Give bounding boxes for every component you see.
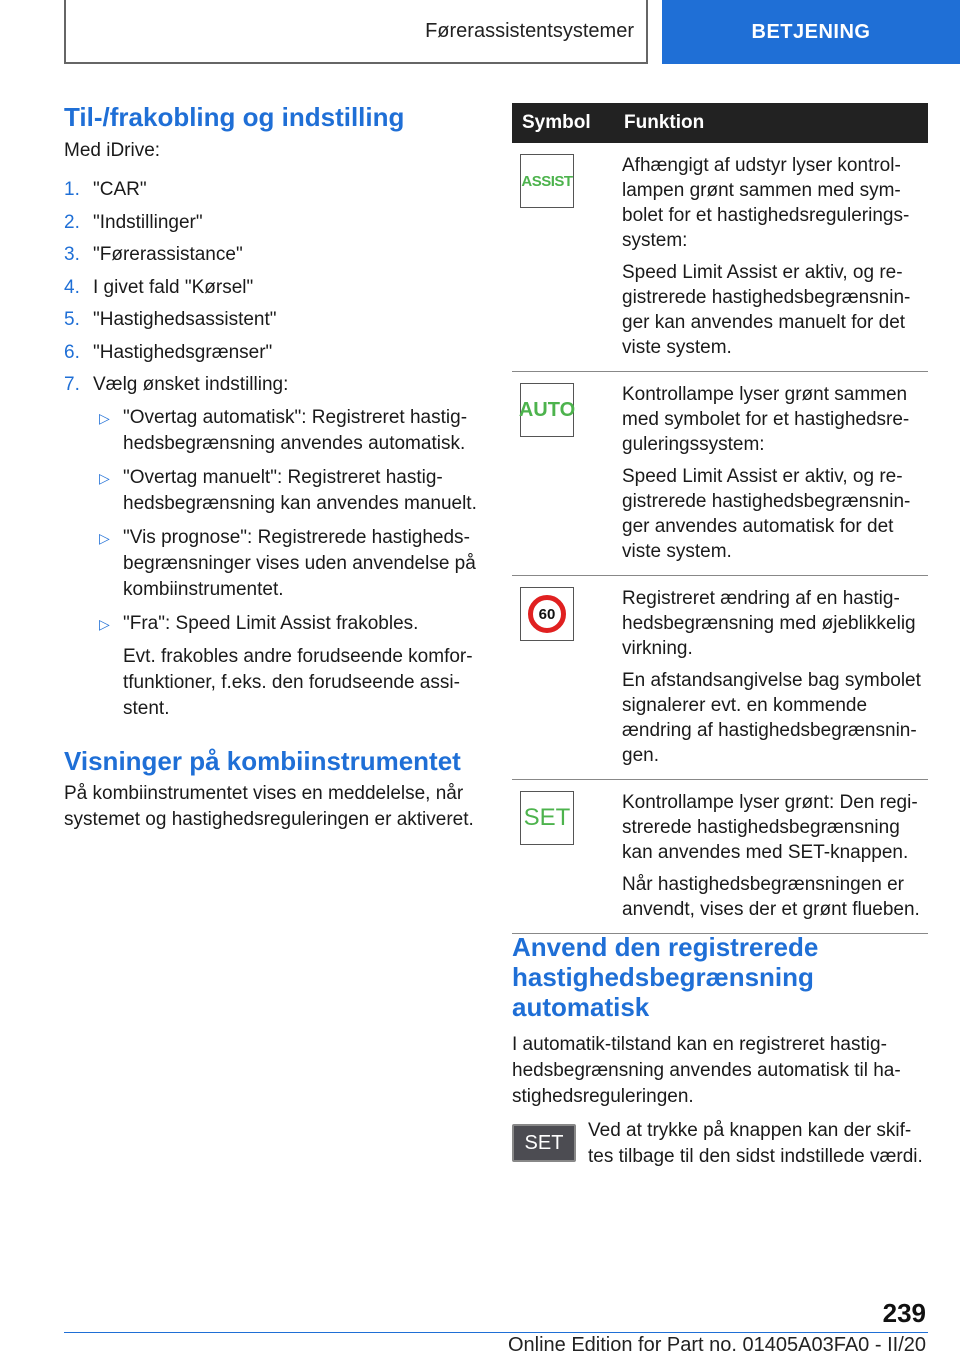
list-item <box>93 465 478 517</box>
option-note: Evt. frakobles andre forudseende komfortfunktioner, f.eks. den forudseende assistent. <box>123 645 473 719</box>
left-column <box>64 100 478 833</box>
heading-toggle-settings: Til-/frakobling og indstilling <box>64 102 405 132</box>
assist-icon <box>520 154 574 208</box>
section-title: Førerassistentsystemer <box>64 0 648 64</box>
option-text: "Vis prognose": Registrerede hastighedsbegrænsninger vises uden anvendelse på kombiinstrumentet. <box>123 526 476 600</box>
option-text: "Overtag manuelt": Registreret hastighedsbegrænsning kan anvendes manuelt. <box>123 466 477 514</box>
table-row <box>512 780 928 934</box>
step-text: "CAR" <box>93 179 147 200</box>
triangle-bullet-icon: ▷ <box>99 409 110 426</box>
steps-list <box>64 177 478 398</box>
step-number: 2. <box>64 211 80 233</box>
heading-auto-apply: Anvend den registrerede hastighedsbegrænsning automatisk <box>512 932 819 1022</box>
list-item <box>93 611 478 722</box>
option-text: "Fra": Speed Limit Assist frakobles. <box>123 612 419 634</box>
row-text: Speed Limit Assist er aktiv, og registrerede hastighedsbegrænsninger anvendes automatisk for det viste system. <box>622 466 911 562</box>
step-text: Vælg ønsket indstilling: <box>93 374 289 395</box>
step-number: 4. <box>64 276 80 298</box>
set-icon <box>520 791 574 845</box>
set-button-icon <box>512 1124 576 1162</box>
footer-divider <box>64 1332 928 1333</box>
symbol-table <box>512 103 928 934</box>
list-item <box>93 405 478 457</box>
triangle-bullet-icon: ▷ <box>99 469 110 486</box>
auto-icon <box>520 383 574 437</box>
intro-text: Med iDrive: <box>64 140 161 161</box>
option-text: "Overtag automatisk": Registreret hastighedsbegrænsning anvendes automatisk. <box>123 406 468 454</box>
step-text: "Hastighedsassistent" <box>93 309 277 330</box>
table-row <box>512 576 928 780</box>
auto-icon-label: AUTO <box>518 398 576 421</box>
set-icon-label: SET <box>523 804 571 831</box>
step-text: "Indstillinger" <box>93 211 203 233</box>
column-header-symbol: Symbol <box>522 112 591 133</box>
set-button-label: SET <box>524 1131 564 1154</box>
heading-displays: Visninger på kombiinstrumentet <box>64 745 461 776</box>
step-number: 1. <box>64 179 80 200</box>
triangle-bullet-icon: ▷ <box>99 615 110 632</box>
assist-icon-label: ASSIST <box>521 172 573 190</box>
list-item <box>93 525 478 603</box>
row-text: Afhængigt af udstyr lyser kontrollampen grønt sammen med symbolet for et hastighedsreguleringssystem: <box>622 155 910 251</box>
auto-apply-text: I automatik-tilstand kan en registreret hastighedsbegrænsning anvendes automatisk til hastighedsreguleringen. <box>512 1034 901 1107</box>
option-list <box>93 405 478 722</box>
column-header-function: Funktion <box>624 112 705 133</box>
set-button-text: Ved at trykke på knappen kan der skiftes tilbage til den sidst indstillede værdi. <box>588 1120 923 1167</box>
step-text: "Førerassistance" <box>93 244 243 265</box>
step-text: "Hastighedsgrænser" <box>93 341 273 363</box>
row-text: En afstandsangivelse bag symbolet signalerer evt. en kommende ændring af hastighedsbegrænsningen. <box>622 670 921 766</box>
table-row <box>512 372 928 576</box>
speed-limit-60-icon <box>520 587 574 641</box>
list-item <box>64 177 478 203</box>
list-item <box>64 340 478 366</box>
list-item <box>64 372 478 398</box>
step-number: 5. <box>64 309 80 330</box>
page-number: 239 <box>882 1298 926 1328</box>
step-text: I givet fald "Kørsel" <box>93 276 254 298</box>
list-item <box>64 307 478 333</box>
auto-apply-section <box>512 932 928 1170</box>
step-number: 7. <box>64 374 80 395</box>
step-number: 3. <box>64 244 80 265</box>
row-text: Registreret ændring af en hastighedsbegrænsning med øjeblikkelig virkning. <box>622 588 916 659</box>
row-text: Kontrollampe lyser grønt: Den registrerede hastighedsbegrænsning kan anvendes med SET-knappen. <box>622 792 918 863</box>
list-item <box>64 275 478 301</box>
chapter-tab[interactable]: BETJENING <box>662 0 960 64</box>
list-item <box>64 210 478 236</box>
step-number: 6. <box>64 341 80 363</box>
speed-sign: 60 <box>528 595 566 633</box>
table-header <box>512 103 928 143</box>
displays-text: På kombiinstrumentet vises en meddelelse, når systemet og hastighedsreguleringen er aktiveret. <box>64 782 474 830</box>
footer-edition: Online Edition for Part no. 01405A03FA0 - II/20 <box>507 1334 926 1356</box>
triangle-bullet-icon: ▷ <box>99 529 110 546</box>
row-text: Speed Limit Assist er aktiv, og registrerede hastighedsbegrænsninger kan anvendes manuelt for det viste system. <box>622 262 911 358</box>
list-item <box>64 242 478 268</box>
table-row <box>512 143 928 372</box>
row-text: Når hastighedsbegrænsningen er anvendt, vises der et grønt flueben. <box>622 874 920 920</box>
row-text: Kontrollampe lyser grønt sammen med symbolet for et hastighedsreguleringssystem: <box>622 384 910 455</box>
